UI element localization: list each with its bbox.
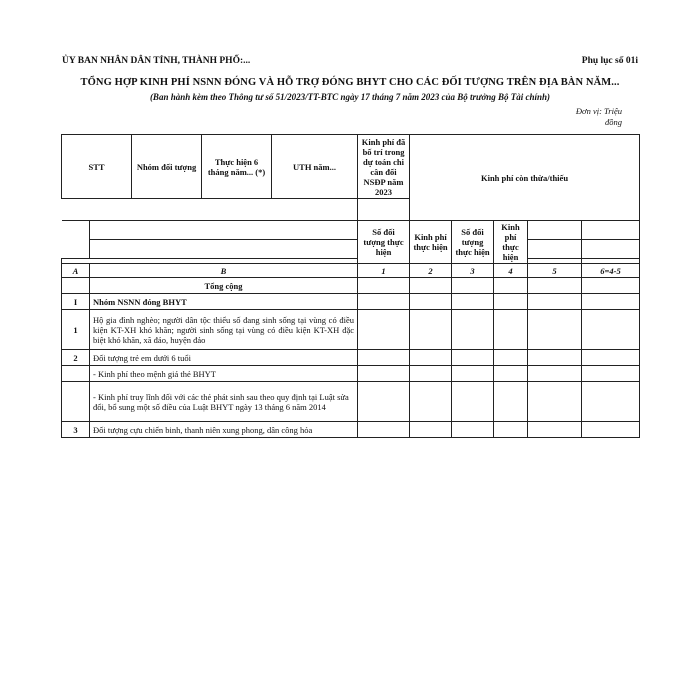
value-cell <box>410 294 452 310</box>
header-fund-1: Kinh phí thực hiện <box>410 221 452 264</box>
value-cell <box>358 278 410 294</box>
value-cell <box>494 310 528 350</box>
value-cell <box>358 382 410 422</box>
value-cell <box>494 278 528 294</box>
row-stt <box>62 382 90 422</box>
blank-cell <box>90 240 358 259</box>
table-row <box>62 278 640 294</box>
header-stt: STT <box>62 135 132 199</box>
index-1: 1 <box>358 264 410 278</box>
row-label: Đối tượng trẻ em dưới 6 tuổi <box>90 350 358 366</box>
value-cell <box>528 422 582 438</box>
blank-cell <box>582 221 640 240</box>
value-cell <box>410 278 452 294</box>
table-row <box>62 422 640 438</box>
header-fund-2: Kinh phí thực hiện <box>494 221 528 264</box>
table-row <box>62 294 640 310</box>
value-cell <box>452 294 494 310</box>
row-stt <box>62 366 90 382</box>
subheader-row-a <box>62 221 640 240</box>
index-a: A <box>62 264 90 278</box>
document-title: TỔNG HỢP KINH PHÍ NSNN ĐÓNG VÀ HỖ TRỢ ĐÓNG BHYT CHO CÁC ĐỐI TƯỢNG TRÊN ĐỊA BÀN NĂM... <box>80 77 620 88</box>
index-6: 6=4-5 <box>582 264 640 278</box>
index-5: 5 <box>528 264 582 278</box>
unit-note: Đơn vị: Triệu đồng <box>575 106 622 127</box>
row-label: - Kinh phí truy lĩnh đối với các thẻ phát sinh sau theo quy định tại Luật sửa đổi, bổ sung một số điều của Luật BHYT ngày 13 tháng 6 năm 2014 <box>90 382 358 422</box>
value-cell <box>452 310 494 350</box>
value-cell <box>452 382 494 422</box>
value-cell <box>582 278 640 294</box>
header-count-2: Số đối tượng thực hiện <box>452 221 494 264</box>
row-label: Đối tượng cựu chiến binh, thanh niên xung phong, dân công hỏa <box>90 422 358 438</box>
row-stt <box>62 278 90 294</box>
blank-cell <box>90 221 358 240</box>
value-cell <box>494 294 528 310</box>
row-stt: 2 <box>62 350 90 366</box>
value-cell <box>528 382 582 422</box>
table-row <box>62 366 640 382</box>
value-cell <box>528 310 582 350</box>
value-cell <box>582 422 640 438</box>
value-cell <box>358 422 410 438</box>
value-cell <box>410 310 452 350</box>
row-stt: 1 <box>62 310 90 350</box>
value-cell <box>494 350 528 366</box>
table-row <box>62 310 640 350</box>
blank-cell <box>62 240 90 259</box>
value-cell <box>452 350 494 366</box>
blank-cell <box>582 240 640 259</box>
header-group: Nhóm đối tượng <box>132 135 202 199</box>
header-6-months: Thực hiện 6 tháng năm... (*) <box>202 135 272 199</box>
value-cell <box>494 422 528 438</box>
row-stt: 3 <box>62 422 90 438</box>
index-4: 4 <box>494 264 528 278</box>
value-cell <box>410 382 452 422</box>
row-label: - Kinh phí theo mệnh giá thẻ BHYT <box>90 366 358 382</box>
value-cell <box>528 278 582 294</box>
agency-header: ỦY BAN NHÂN DÂN TỈNH, THÀNH PHỐ:... <box>62 56 251 66</box>
header-spacer <box>62 199 358 221</box>
subheader-row-b <box>62 240 640 259</box>
value-cell <box>410 366 452 382</box>
row-label: Nhóm NSNN đóng BHYT <box>90 294 358 310</box>
value-cell <box>528 366 582 382</box>
value-cell <box>528 294 582 310</box>
header-allocated: Kinh phí đã bố trí trong dự toán chi cân đối NSĐP năm 2023 <box>358 135 410 199</box>
header-uth: UTH năm... <box>272 135 358 199</box>
value-cell <box>582 310 640 350</box>
index-row <box>62 264 640 278</box>
blank-cell <box>528 240 582 259</box>
value-cell <box>358 294 410 310</box>
value-cell <box>452 366 494 382</box>
value-cell <box>582 366 640 382</box>
index-3: 3 <box>452 264 494 278</box>
value-cell <box>528 350 582 366</box>
row-label: Tổng cộng <box>90 278 358 294</box>
value-cell <box>358 310 410 350</box>
value-cell <box>410 350 452 366</box>
value-cell <box>582 350 640 366</box>
value-cell <box>494 382 528 422</box>
table-row <box>62 350 640 366</box>
index-b: B <box>90 264 358 278</box>
row-stt: I <box>62 294 90 310</box>
funding-table <box>61 134 640 438</box>
header-row-main <box>62 135 640 199</box>
value-cell <box>452 422 494 438</box>
value-cell <box>358 366 410 382</box>
value-cell <box>358 350 410 366</box>
appendix-number: Phụ lục số 01i <box>581 56 638 66</box>
table-row <box>62 382 640 422</box>
header-surplus: Kinh phí còn thừa/thiếu <box>410 135 640 221</box>
value-cell <box>494 366 528 382</box>
document-subtitle: (Ban hành kèm theo Thông tư số 51/2023/TT-BTC ngày 17 tháng 7 năm 2023 của Bộ trưởng Bộ Tài chính) <box>149 92 551 102</box>
value-cell <box>582 382 640 422</box>
blank-cell <box>62 221 90 240</box>
value-cell <box>452 278 494 294</box>
value-cell <box>410 422 452 438</box>
value-cell <box>582 294 640 310</box>
row-label: Hộ gia đình nghèo; người dân tộc thiểu số đang sinh sống tại vùng có điều kiện KT-XH khó khăn; người sinh sống tại vùng có điều kiện KT-XH đặc biệt khó khăn, xã đảo, huyện đảo <box>90 310 358 350</box>
header-count-1: Số đối tượng thực hiện <box>358 221 410 264</box>
blank-cell <box>528 221 582 240</box>
index-2: 2 <box>410 264 452 278</box>
